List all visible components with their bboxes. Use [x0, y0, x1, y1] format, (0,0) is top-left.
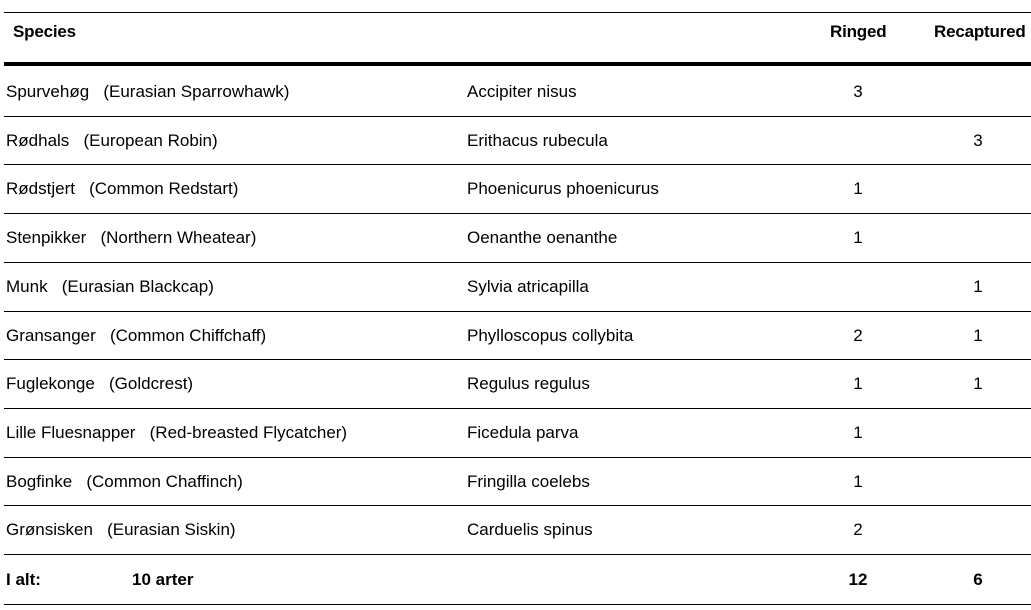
table-row [0, 68, 1031, 116]
ringed-count: 1 [853, 471, 863, 491]
bottom-rule [4, 604, 1031, 605]
ringed-count: 1 [853, 228, 863, 248]
scientific-name: Fringilla coelebs [467, 471, 590, 491]
ringed-count: 2 [853, 520, 863, 540]
ringed-count: 3 [853, 82, 863, 101]
total-species-count: 10 arter [132, 570, 194, 589]
table-row [0, 506, 1031, 554]
header-rule [4, 62, 1031, 66]
scientific-name: Carduelis spinus [467, 520, 593, 540]
scientific-name: Ficedula parva [467, 422, 579, 442]
header-ringed: Ringed [830, 22, 887, 41]
total-label: I alt: [6, 570, 41, 589]
species-name: Gransanger (Common Chiffchaff) [6, 325, 267, 345]
total-ringed: 12 [848, 570, 868, 589]
table-row [0, 458, 1031, 506]
species-name: Spurvehøg (Eurasian Sparrowhawk) [6, 82, 290, 101]
scientific-name: Phylloscopus collybita [467, 325, 634, 345]
scientific-name: Oenanthe oenanthe [467, 228, 618, 248]
species-name: Lille Fluesnapper (Red-breasted Flycatcher) [6, 422, 348, 442]
species-name: Grønsisken (Eurasian Siskin) [6, 520, 236, 540]
scientific-name: Phoenicurus phoenicurus [467, 179, 659, 199]
table-row [0, 312, 1031, 360]
table-row [0, 117, 1031, 165]
table-row [0, 263, 1031, 311]
header-recaptured: Recaptured [934, 22, 1026, 41]
table-header [0, 0, 1031, 66]
total-row [0, 556, 1031, 604]
species-name: Rødhals (European Robin) [6, 130, 218, 150]
table-row [0, 214, 1031, 262]
ringed-count: 1 [853, 422, 863, 442]
scientific-name: Regulus regulus [467, 374, 590, 394]
recaptured-count: 3 [973, 130, 983, 150]
species-name: Fuglekonge (Goldcrest) [6, 374, 194, 394]
ringed-count: 1 [853, 374, 863, 394]
species-name: Bogfinke (Common Chaffinch) [6, 471, 243, 491]
species-name: Rødstjert (Common Redstart) [6, 179, 239, 199]
row-divider [4, 554, 1031, 555]
total-recaptured: 6 [973, 570, 983, 589]
recaptured-count: 1 [973, 374, 983, 394]
header-species: Species [13, 22, 76, 41]
scientific-name: Sylvia atricapilla [467, 276, 589, 296]
scientific-name: Accipiter nisus [467, 82, 577, 101]
table-row [0, 409, 1031, 457]
scientific-name: Erithacus rubecula [467, 130, 608, 150]
species-name: Munk (Eurasian Blackcap) [6, 276, 214, 296]
species-name: Stenpikker (Northern Wheatear) [6, 228, 257, 248]
ringed-count: 1 [853, 179, 863, 199]
recaptured-count: 1 [973, 276, 983, 296]
recaptured-count: 1 [973, 325, 983, 345]
ringed-count: 2 [853, 325, 863, 345]
table-row [0, 360, 1031, 408]
table-row [0, 165, 1031, 213]
